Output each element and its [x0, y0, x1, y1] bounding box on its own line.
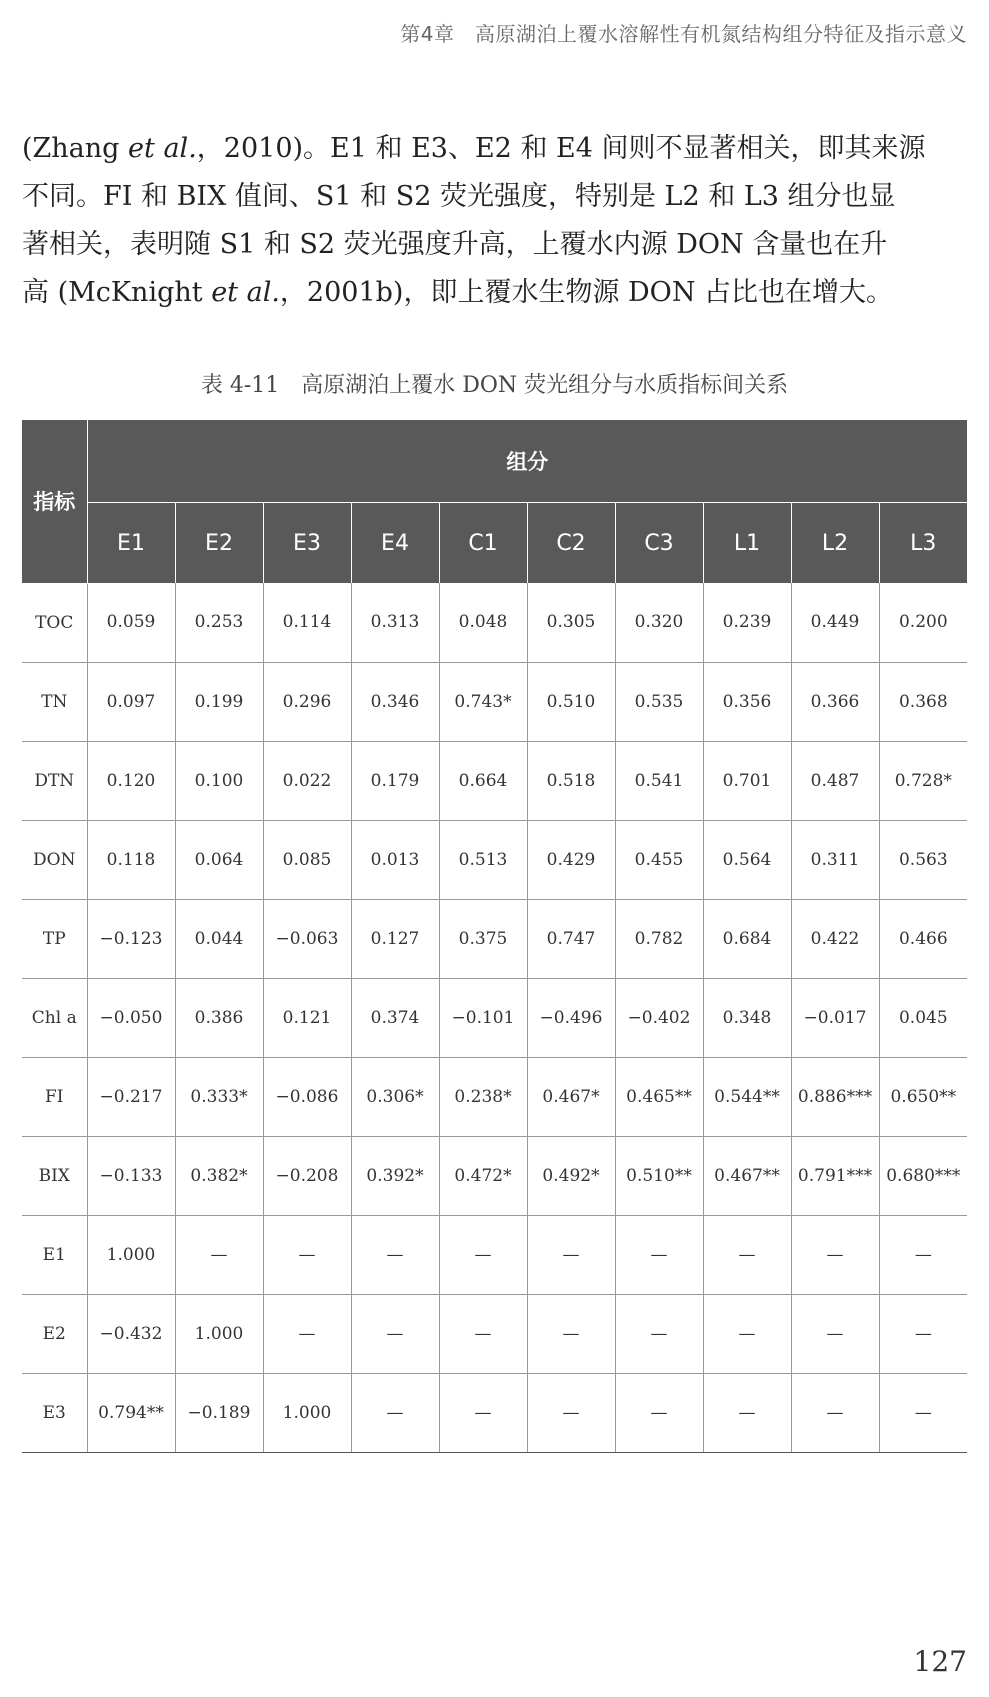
table-cell: —: [439, 1215, 527, 1294]
table-cell: −0.496: [527, 978, 615, 1057]
table-cell: 0.118: [87, 820, 175, 899]
table-cell: 0.794**: [87, 1373, 175, 1452]
table-cell: 0.743*: [439, 662, 527, 741]
table-cell: —: [263, 1215, 351, 1294]
table-cell: 0.120: [87, 741, 175, 820]
table-cell: 0.684: [703, 899, 791, 978]
text-span: ，2001b)，即上覆水生物源 DON 占比也在增大。: [279, 277, 894, 308]
table-cell: −0.189: [175, 1373, 263, 1452]
table-cell: −0.063: [263, 899, 351, 978]
body-paragraph: [22, 125, 967, 317]
column-header-l3: L3: [879, 503, 967, 584]
table-cell: —: [703, 1373, 791, 1452]
table-cell: 0.346: [351, 662, 439, 741]
table-row: [22, 899, 967, 978]
table-header-row: [22, 420, 967, 503]
table-cell: 0.253: [175, 583, 263, 662]
table-cell: 0.467*: [527, 1057, 615, 1136]
table-cell: 0.366: [791, 662, 879, 741]
table-cell: −0.086: [263, 1057, 351, 1136]
table-cell: 0.728*: [879, 741, 967, 820]
table-cell: 0.114: [263, 583, 351, 662]
table-cell: 0.487: [791, 741, 879, 820]
table-cell: —: [879, 1215, 967, 1294]
table-cell: —: [879, 1373, 967, 1452]
table-row: [22, 662, 967, 741]
table-cell: —: [175, 1215, 263, 1294]
text-span: ，2010)。E1 和 E3、E2 和 E4 间则不显著相关，即其来源: [196, 133, 926, 164]
table-cell: —: [439, 1294, 527, 1373]
table-cell: 0.085: [263, 820, 351, 899]
table-cell: −0.017: [791, 978, 879, 1057]
table-cell: 0.510**: [615, 1136, 703, 1215]
column-header-c1: C1: [439, 503, 527, 584]
table-cell: 0.238*: [439, 1057, 527, 1136]
table-cell: 0.374: [351, 978, 439, 1057]
table-cell: 0.701: [703, 741, 791, 820]
table-cell: 0.650**: [879, 1057, 967, 1136]
index-header: 指标: [22, 420, 87, 583]
table-cell: 0.455: [615, 820, 703, 899]
table-cell: −0.432: [87, 1294, 175, 1373]
table-cell: 0.563: [879, 820, 967, 899]
table-cell: 0.791***: [791, 1136, 879, 1215]
table-cell: 1.000: [87, 1215, 175, 1294]
correlation-table: [22, 420, 967, 1453]
table-cell: 0.535: [615, 662, 703, 741]
table-cell: 0.386: [175, 978, 263, 1057]
table-cell: 0.747: [527, 899, 615, 978]
table-cell: 0.368: [879, 662, 967, 741]
table-row: [22, 1057, 967, 1136]
row-label: Chl a: [22, 978, 87, 1057]
italic-span: et al.: [128, 133, 197, 164]
table-cell: 0.121: [263, 978, 351, 1057]
table-cell: 0.199: [175, 662, 263, 741]
table-cell: —: [703, 1215, 791, 1294]
table-cell: 0.513: [439, 820, 527, 899]
row-label: E1: [22, 1215, 87, 1294]
table-cell: −0.050: [87, 978, 175, 1057]
table-cell: 0.541: [615, 741, 703, 820]
table-cell: 0.200: [879, 583, 967, 662]
table-row: [22, 1136, 967, 1215]
table-cell: 0.544**: [703, 1057, 791, 1136]
table-cell: —: [439, 1373, 527, 1452]
table-row: [22, 1373, 967, 1452]
column-header-e3: E3: [263, 503, 351, 584]
table-cell: 0.382*: [175, 1136, 263, 1215]
table-cell: 0.664: [439, 741, 527, 820]
row-label: BIX: [22, 1136, 87, 1215]
table-cell: —: [527, 1294, 615, 1373]
running-head: 第4章 高原湖泊上覆水溶解性有机氮结构组分特征及指示意义: [400, 22, 967, 46]
table-cell: 0.782: [615, 899, 703, 978]
table-cell: −0.123: [87, 899, 175, 978]
table-cell: 0.680***: [879, 1136, 967, 1215]
column-header-e4: E4: [351, 503, 439, 584]
row-label: TN: [22, 662, 87, 741]
row-label: TP: [22, 899, 87, 978]
table-cell: 0.510: [527, 662, 615, 741]
table-cell: 0.313: [351, 583, 439, 662]
table-row: [22, 1215, 967, 1294]
table-cell: 0.320: [615, 583, 703, 662]
table-cell: 0.429: [527, 820, 615, 899]
table-cell: 0.422: [791, 899, 879, 978]
table-cell: —: [351, 1373, 439, 1452]
table-cell: 0.239: [703, 583, 791, 662]
row-label: E3: [22, 1373, 87, 1452]
column-header-c3: C3: [615, 503, 703, 584]
table-cell: 0.348: [703, 978, 791, 1057]
table-cell: 0.179: [351, 741, 439, 820]
table-row: [22, 583, 967, 662]
table-cell: —: [703, 1294, 791, 1373]
table-cell: 0.392*: [351, 1136, 439, 1215]
table-cell: —: [615, 1215, 703, 1294]
table-row: [22, 820, 967, 899]
table-cell: —: [263, 1294, 351, 1373]
table-cell: −0.133: [87, 1136, 175, 1215]
paragraph-line-2: 不同。FI 和 BIX 值间、S1 和 S2 荧光强度，特别是 L2 和 L3 组分也显: [22, 181, 896, 212]
table-cell: −0.217: [87, 1057, 175, 1136]
text-span: (Zhang: [22, 133, 129, 164]
table-cell: 0.472*: [439, 1136, 527, 1215]
table-row: [22, 978, 967, 1057]
table-cell: 0.296: [263, 662, 351, 741]
table-row: [22, 741, 967, 820]
column-header-e1: E1: [87, 503, 175, 584]
text-span: 高 (McKnight: [22, 277, 212, 308]
row-label: DTN: [22, 741, 87, 820]
table-cell: 0.013: [351, 820, 439, 899]
table-cell: 0.449: [791, 583, 879, 662]
table-cell: 0.022: [263, 741, 351, 820]
table-cell: 0.518: [527, 741, 615, 820]
page-number: 127: [913, 1645, 967, 1678]
table-cell: 1.000: [263, 1373, 351, 1452]
table-cell: 0.492*: [527, 1136, 615, 1215]
row-label: E2: [22, 1294, 87, 1373]
table-cell: 0.311: [791, 820, 879, 899]
row-label: FI: [22, 1057, 87, 1136]
table-cell: 0.564: [703, 820, 791, 899]
table-cell: 0.306*: [351, 1057, 439, 1136]
table-cell: 0.467**: [703, 1136, 791, 1215]
table-cell: 0.356: [703, 662, 791, 741]
row-label: TOC: [22, 583, 87, 662]
table-cell: —: [791, 1294, 879, 1373]
table-cell: 0.097: [87, 662, 175, 741]
table-cell: 0.048: [439, 583, 527, 662]
table-cell: 0.059: [87, 583, 175, 662]
table-row: [22, 1294, 967, 1373]
table-cell: −0.101: [439, 978, 527, 1057]
table-cell: 0.127: [351, 899, 439, 978]
paragraph-line-4: [22, 269, 967, 317]
table-caption: 表 4-11 高原湖泊上覆水 DON 荧光组分与水质指标间关系: [200, 373, 789, 398]
table-cell: 0.466: [879, 899, 967, 978]
table-cell: 0.305: [527, 583, 615, 662]
table-cell: —: [615, 1294, 703, 1373]
table-cell: 0.333*: [175, 1057, 263, 1136]
table-cell: —: [527, 1373, 615, 1452]
table-cell: —: [791, 1215, 879, 1294]
table-cell: —: [879, 1294, 967, 1373]
table-cell: —: [615, 1373, 703, 1452]
group-header: 组分: [87, 420, 967, 503]
table-cell: —: [351, 1215, 439, 1294]
column-header-c2: C2: [527, 503, 615, 584]
table-cell: —: [351, 1294, 439, 1373]
row-label: DON: [22, 820, 87, 899]
table-cell: 0.375: [439, 899, 527, 978]
paragraph-line-3: 著相关，表明随 S1 和 S2 荧光强度升高，上覆水内源 DON 含量也在升: [22, 229, 888, 260]
table-cell: 0.064: [175, 820, 263, 899]
column-header-l2: L2: [791, 503, 879, 584]
column-header-l1: L1: [703, 503, 791, 584]
table-cell: —: [791, 1373, 879, 1452]
table-cell: 0.100: [175, 741, 263, 820]
column-header-row: [22, 503, 967, 584]
table-cell: −0.402: [615, 978, 703, 1057]
table-body: [22, 583, 967, 1452]
table-cell: −0.208: [263, 1136, 351, 1215]
italic-span: et al.: [211, 277, 280, 308]
table-cell: 0.886***: [791, 1057, 879, 1136]
table-cell: —: [527, 1215, 615, 1294]
column-header-e2: E2: [175, 503, 263, 584]
table-cell: 0.465**: [615, 1057, 703, 1136]
paragraph-line-1: [22, 125, 967, 173]
table-cell: 0.045: [879, 978, 967, 1057]
table-cell: 1.000: [175, 1294, 263, 1373]
table-cell: 0.044: [175, 899, 263, 978]
